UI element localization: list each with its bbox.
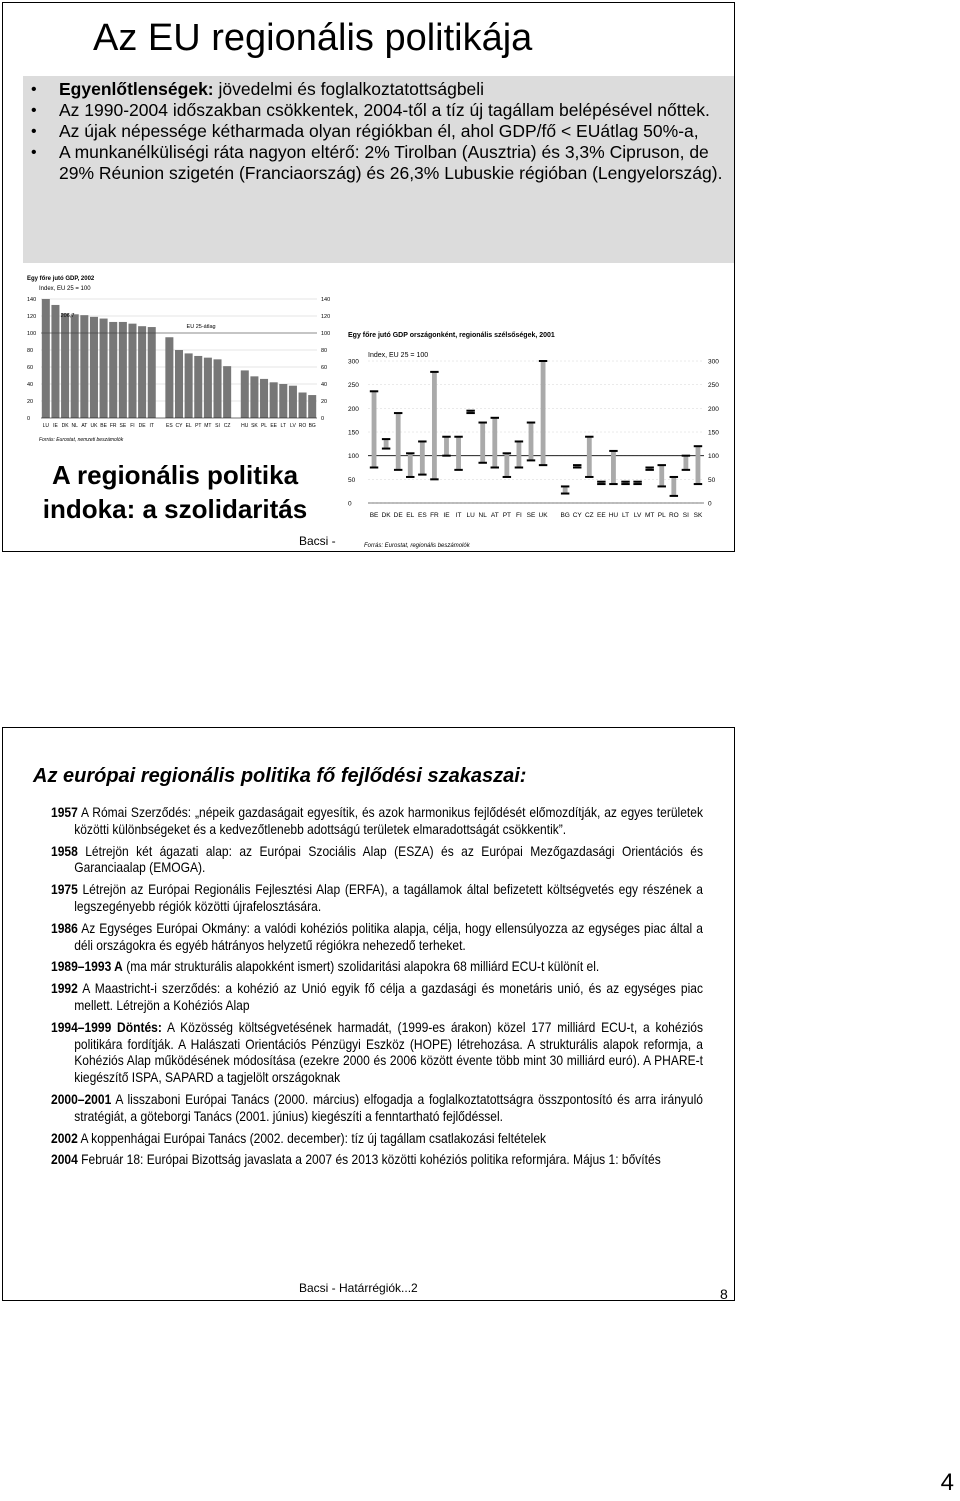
x-tick-label: RO [668,512,679,519]
min-marker [515,467,523,469]
bar [204,358,212,418]
min-marker [658,485,666,487]
slide-1 [2,2,735,552]
max-marker [621,481,629,483]
max-marker [394,412,402,414]
y-tick-label-right: 250 [708,382,719,390]
min-marker [585,476,593,478]
x-tick-label: IE [53,423,58,429]
chart-ylabel: Index, EU 25 = 100 [368,352,429,359]
timeline-year: 1986 [51,919,78,936]
timeline-text: Az Egységes Európai Okmány: a valódi kohéziós politika alapja, célja, hogy ellensúlyozza az egységes piac által a déli országokra és egyéb hátrányos helyzetű régiókra nehezedő terheket. [74,919,703,953]
x-tick-label: EL [185,423,192,429]
max-marker [694,445,702,447]
bullet-text: jövedelmi és foglalkoztatottságbeli [213,79,485,99]
timeline-text: (ma már strukturális alapokként ismert) szolidaritási alapokra 68 milliárd ECU-t különít el. [122,958,600,975]
x-tick-label: NL [478,512,487,519]
slide-2-footer: Bacsi - Határrégiók...2 [299,1281,418,1295]
x-tick-label: ES [417,512,427,519]
min-marker [430,478,438,480]
bar [223,366,231,418]
bar [148,327,156,418]
max-marker [682,455,690,457]
range-bar [517,441,522,467]
y-tick-label: 200 [348,405,359,413]
range-bar [432,372,437,479]
bar [71,314,79,418]
min-marker [406,476,414,478]
bar [260,379,268,418]
x-tick-label: AT [490,512,499,519]
bar [61,313,69,418]
min-marker [478,462,486,464]
y-tick-label: 0 [27,416,31,422]
y-tick-label-right: 140 [321,297,331,303]
bar [51,305,59,418]
range-bar [372,391,377,467]
x-tick-label: SI [682,512,689,519]
x-tick-label: IT [149,423,154,429]
range-bar [659,465,664,486]
timeline-year: 1958 [51,842,78,859]
x-tick-label: UK [90,423,98,429]
min-marker [527,459,535,461]
y-tick-label-right: 200 [708,405,719,413]
max-marker [442,436,450,438]
subtitle-line-1: A regionális politika [51,460,299,490]
min-marker [442,455,450,457]
range-bar [541,361,546,465]
y-tick-label-right: 60 [321,365,328,371]
min-marker [503,476,511,478]
reference-label: EU 25-átlag [186,324,216,330]
bar [100,319,108,418]
slide-1-subtitle [25,458,325,526]
max-marker [370,390,378,392]
min-marker [682,469,690,471]
range-bar [611,451,616,484]
timeline-year: 1992 [51,980,78,997]
bar [138,326,146,418]
min-marker [633,483,641,485]
range-bar [587,437,592,477]
max-marker [539,360,547,362]
bullet-item [59,121,735,142]
min-marker [539,464,547,466]
x-tick-label: DE [393,512,403,519]
y-tick-label: 80 [27,348,34,354]
gdp-per-capita-chart [27,271,343,446]
slide-number: 8 [720,1286,728,1302]
max-marker [573,464,581,466]
x-tick-label: HU [608,512,619,519]
x-tick-label: SK [251,423,258,429]
bullet-item [59,142,735,184]
timeline-text: Létrejön az Európai Regionális Fejlesztési Alap (ERFA), a tagállamok által befizetett költségvetés egy részének a legszegényebb régiók közötti újrafelosztására. [74,881,703,914]
max-marker [382,438,390,440]
range-bar [563,486,568,493]
timeline-entry [51,958,703,975]
timeline-year: 2002 [51,1129,78,1146]
max-marker [491,417,499,419]
bar [250,376,258,418]
bar [175,350,183,418]
timeline-year: 2000–2001 [51,1090,112,1107]
x-tick-label: NL [71,423,78,429]
bar [270,382,278,418]
x-tick-label: IE [443,512,450,519]
x-tick-label: BG [560,512,570,519]
timeline-text: A koppenhágai Európai Tanács (2002. december): tíz új tagállam csatlakozási feltételek [77,1129,547,1146]
x-tick-label: DK [61,423,69,429]
y-tick-label: 20 [27,399,34,405]
bar [128,324,136,418]
timeline-entry [51,1091,703,1125]
min-marker [466,412,474,414]
x-tick-label: EL [406,512,415,519]
y-tick-label-right: 20 [321,399,328,405]
timeline-year: 2004 [51,1151,78,1168]
min-marker [394,469,402,471]
bullet-bold: Egyenlőtlenségek: [59,79,214,99]
bar [165,337,173,418]
y-tick-label-right: 0 [321,416,325,422]
range-bar [480,423,485,463]
range-bar [408,453,413,477]
y-tick-label-right: 40 [321,382,328,388]
max-marker [466,410,474,412]
chart-source: Forrás: Eurostat, nemzeti beszámolók [39,437,124,443]
y-tick-label: 50 [348,476,356,484]
y-tick-label: 140 [27,297,37,303]
max-marker [418,440,426,442]
min-marker [645,469,653,471]
max-marker [503,452,511,454]
chart-title: Egy főre jutó GDP, 2002 [27,276,95,282]
x-tick-label: DK [381,512,391,519]
x-tick-label: CZ [584,512,594,519]
x-tick-label: FR [430,512,439,519]
y-tick-label: 150 [348,429,359,437]
chart-title: Egy főre jutó GDP országonként, regionális szélsőségek, 2001 [348,332,555,339]
timeline-year: 1989–1993 A [51,958,123,975]
x-tick-label: SI [215,423,220,429]
bullet-box [23,76,735,263]
x-tick-label: UK [538,512,548,519]
x-tick-label: CY [175,423,183,429]
timeline-entry [51,980,703,1014]
max-marker [478,422,486,424]
y-tick-label: 100 [348,453,359,461]
min-marker [370,467,378,469]
slide-1-title: Az EU regionális politikája [93,17,533,59]
range-bar [384,439,389,448]
x-tick-label: AT [81,423,88,429]
max-marker [515,440,523,442]
bar [185,353,193,418]
bullet-text: A munkanélküliségi ráta nagyon eltérő: 2% Tirolban (Ausztria) és 3,3% Cipruson, de 29% Réunion szigetén (Franciaország) és 26,3% Lubuskie régióban (Lengyelország). [59,142,723,183]
bar [80,315,88,418]
timeline-text: Létrejön két ágazati alap: az Európai Szociális Alap (ESZA) és az Európai Mezőgazdasági Orientációs és Garanciaalap (EMOGA). [74,842,703,876]
range-bar [504,453,509,477]
y-tick-label: 250 [348,382,359,390]
min-marker [621,483,629,485]
bar [299,393,307,419]
x-tick-label: LV [290,423,296,429]
x-tick-label: MT [644,512,655,519]
y-tick-label: 0 [348,500,352,508]
max-marker [670,476,678,478]
timeline [51,804,703,1173]
range-bar [492,418,497,468]
timeline-year: 1975 [51,881,78,898]
x-tick-label: BE [369,512,379,519]
y-tick-label-right: 0 [708,500,712,508]
min-marker [573,467,581,469]
x-tick-label: SE [526,512,536,519]
timeline-entry [51,1151,703,1168]
x-tick-label: FI [130,423,135,429]
timeline-entry [51,843,703,877]
timeline-entry [51,881,703,915]
x-tick-label: SK [693,512,703,519]
slide-1-footer: Bacsi - [299,534,336,548]
chart-source: Forrás: Eurostat, regionális beszámolók [364,543,470,549]
y-tick-label: 60 [27,365,34,371]
x-tick-label: FR [109,423,117,429]
subtitle-line-2: indoka: a szolidaritás [42,494,308,524]
bullet-text: Az 1990-2004 időszakban csökkentek, 2004-től a tíz új tagállam belépésével nőttek. [59,100,710,120]
min-marker [597,483,605,485]
max-marker [527,422,535,424]
x-tick-label: LT [280,423,287,429]
x-tick-label: BG [308,423,316,429]
x-tick-label: PT [195,423,202,429]
min-marker [694,483,702,485]
bar [241,370,249,418]
bar [289,386,297,418]
max-marker [658,464,666,466]
max-marker [633,481,641,483]
x-tick-label: PL [260,423,268,429]
max-marker [406,452,414,454]
x-tick-label: LU [42,423,50,429]
y-tick-label-right: 100 [321,331,331,337]
x-tick-label: LV [633,512,642,519]
y-tick-label-right: 150 [708,429,719,437]
range-bar [671,477,676,496]
bar [214,359,222,418]
y-tick-label-right: 80 [321,348,328,354]
x-tick-label: FI [516,512,522,519]
bullet-text: Az újak népessége kétharmada olyan régiókban él, ahol GDP/fő < EUátlag 50%-a, [59,121,699,141]
min-marker [609,483,617,485]
bar [90,317,98,418]
bar [279,384,287,418]
y-tick-label-right: 300 [708,358,719,366]
max-marker [609,450,617,452]
chart-ylabel: Index, EU 25 = 100 [39,286,91,292]
bar [42,299,50,418]
x-tick-label: RO [298,423,307,429]
x-tick-label: PT [502,512,512,519]
slide-2-title: Az európai regionális politika fő fejlődési szakaszai: [33,765,527,787]
timeline-text: A Maastricht-i szerződés: a kohézió az Unió egyik fő célja a gazdasági és monetáris unió, és az egységes piac mellett. Létrejön a Kohéziós Alap [74,980,703,1013]
x-tick-label: BE [100,423,107,429]
timeline-year: 1994–1999 Döntés: [51,1018,162,1035]
max-marker [430,371,438,373]
timeline-entry [51,1019,703,1086]
y-tick-label: 40 [27,382,34,388]
timeline-year: 1957 [51,804,78,820]
x-tick-label: HU [241,423,249,429]
bar [119,322,127,418]
bar [194,356,202,418]
max-marker [454,436,462,438]
bullet-item [59,100,735,121]
x-tick-label: SE [119,423,127,429]
max-marker [561,485,569,487]
page-number: 4 [940,1469,954,1496]
x-tick-label: CY [572,512,582,519]
range-bar [396,413,401,470]
timeline-text: A Római Szerződés: „népeik gazdaságait egyesítik, és azok harmonikus fejlődését előmozdítják, az egyes területek közötti különbségeket és a kedvezőtlenebb adottságú területek elmaradottságát csökkentik”. [74,804,703,837]
timeline-entry [51,1130,703,1147]
y-tick-label-right: 120 [321,314,331,320]
x-tick-label: ES [166,423,173,429]
timeline-entry [51,920,703,954]
bullet-item [59,79,735,100]
bar [308,395,316,418]
min-marker [382,448,390,450]
timeline-text: Február 18: Európai Bizottság javaslata a 2007 és 2013 közötti kohéziós politika reformjára. Május 1: bővítés [77,1151,661,1168]
max-marker [585,436,593,438]
max-marker [597,481,605,483]
min-marker [670,495,678,497]
range-bar [529,423,534,461]
min-marker [561,493,569,495]
range-bar [696,446,701,484]
min-marker [491,467,499,469]
timeline-text: A Közösség költségvetésének harmadát, (1999-es árakon) közel 177 milliárd ECU-t, a kohéziós politikára fordítják. A Halászati Orientációs Pénzügyi Eszköz (HOPE) létrehozása. A strukturális alapok reformja, a Kohéziós Alap működésének módosítása (ezekre 2000 és 2006 között évente több mint 30 milliárd euró). A PHARE-t kiegészítő ISPA, SAPARD a tagjelölt országoknak [74,1018,703,1086]
x-tick-label: IT [455,512,462,519]
range-bar [683,456,688,470]
x-tick-label: LU [466,512,475,519]
y-tick-label-right: 50 [708,476,716,484]
range-bar [456,437,461,470]
y-tick-label: 300 [348,358,359,366]
slide-2 [2,727,735,1301]
timeline-entry [51,804,703,838]
x-tick-label: MT [204,423,212,429]
min-marker [418,474,426,476]
x-tick-label: PL [657,512,666,519]
x-tick-label: EE [597,512,606,519]
timeline-text: A lisszaboni Európai Tanács (2000. március) elfogadja a foglalkoztatottságra összpontosító és arra irányuló stratégiát, a göteborgi Tanács (2001. június) kiegészíti a fenntartható fejlődéssel. [74,1090,703,1124]
y-tick-label: 120 [27,314,37,320]
x-tick-label: DE [138,423,146,429]
x-tick-label: CZ [223,423,231,429]
x-tick-label: LT [621,512,630,519]
max-marker [645,467,653,469]
bar [109,322,117,418]
top-annotation: 206,7 [60,313,75,319]
range-bar [444,437,449,456]
min-marker [454,469,462,471]
y-tick-label: 100 [27,331,37,337]
range-bar [420,441,425,474]
regional-extremes-chart [346,323,735,551]
y-tick-label-right: 100 [708,453,719,461]
x-tick-label: EE [270,423,278,429]
